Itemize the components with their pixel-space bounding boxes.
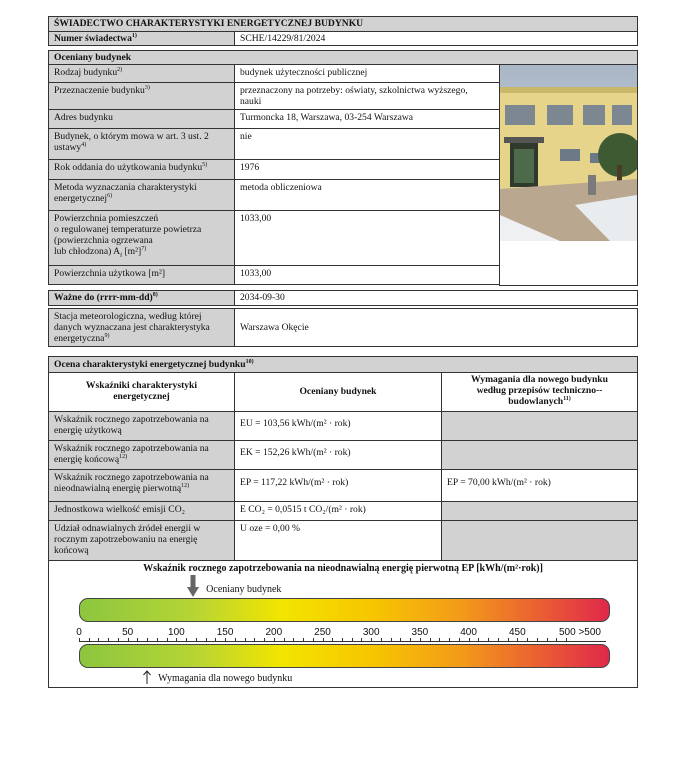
row-value-address: Turmoncka 18, Warszawa, 03-254 Warszawa	[234, 109, 500, 129]
ep-scale-bar-top	[79, 598, 610, 622]
cert-number-value: SCHE/14229/81/2024	[234, 31, 638, 46]
indicator-req-ek	[441, 440, 638, 470]
row-label-heated-area: Powierzchnia pomieszczeń o regulowanej temperaturze powietrza (powierzchnia ogrzewana lub chłodzona) $A_f$ $[m^2]^{7)}$	[48, 210, 235, 266]
scale-tick-label: 50	[122, 627, 134, 638]
scale-tick-label: 0	[76, 627, 82, 638]
ep-scale-bar-bottom	[79, 644, 610, 668]
col-header-indicators: Wskaźniki charakterystyki energetycznej	[48, 372, 235, 412]
indicator-value-ep: EP = 117,22 kWh/(m² · rok)	[234, 469, 442, 502]
indicator-label-ep: Wskaźnik rocznego zapotrzebowania na nieodnawialną energię pierwotną$^{12)}$	[48, 469, 235, 502]
indicator-value-co2: E CO₂ = 0,0515 t CO₂/(m² · rok)	[234, 501, 442, 521]
scale-tick-label: 100	[168, 627, 185, 638]
indicator-req-ep: EP = 70,00 kWh/(m² · rok)	[441, 469, 638, 502]
weather-station-label: Stacja meteorologiczna, według której danych wyznaczana jest charakterystyka energetyczna$^{9)}$	[48, 308, 235, 347]
scale-tick-label: 350	[411, 627, 429, 638]
row-label-address: Adres budynku	[48, 109, 235, 129]
building-photo	[500, 65, 637, 241]
cert-number-label: Numer świadectwa$^{1)}$	[48, 31, 235, 46]
document-title: ŚWIADECTWO CHARAKTERYSTYKI ENERGETYCZNEJ BUDYNKU	[48, 16, 638, 32]
indicator-req-co2	[441, 501, 638, 521]
indicator-label-ek: Wskaźnik rocznego zapotrzebowania na energię końcową$^{12)}$	[48, 440, 235, 470]
row-value-purpose: przeznaczony na potrzeby: oświaty, szkolnictwa wyższego, nauki	[234, 82, 500, 110]
row-value-year: 1976	[234, 159, 500, 180]
indicator-label-eu: Wskaźnik rocznego zapotrzebowania na energię użytkową	[48, 411, 235, 441]
indicator-req-eu	[441, 411, 638, 441]
scale-tick-label: 250	[314, 627, 331, 638]
scale-tick-label: 300	[362, 627, 380, 638]
required-arrow-icon	[142, 670, 152, 684]
row-label-building-type: Rodzaj budynku$^{2)}$	[48, 64, 235, 83]
indicator-req-oze	[441, 520, 638, 561]
row-label-art3: Budynek, o którym mowa w art. 3 ust. 2 ustawy$^{4)}$	[48, 128, 235, 160]
col-header-building: Oceniany budynek	[234, 372, 442, 412]
assessed-building-arrow-icon	[187, 575, 199, 597]
valid-until-value: 2034-09-30	[234, 290, 638, 306]
row-label-usable-area: Powierzchnia użytkowa [m²]	[48, 265, 235, 285]
building-photo-cell	[499, 64, 638, 286]
scale-tick-label: 150	[216, 627, 234, 638]
row-value-usable-area: 1033,00	[234, 265, 500, 285]
scale-tick-label: 450	[508, 627, 526, 638]
row-value-heated-area: 1033,00	[234, 210, 500, 266]
row-value-art3: nie	[234, 128, 500, 160]
indicator-label-co2: Jednostkowa wielkość emisji CO₂	[48, 501, 235, 521]
scale-axis-line	[79, 641, 606, 642]
scale-tick-label: 500 >500	[559, 627, 601, 638]
section-building-header: Oceniany budynek	[48, 50, 638, 65]
row-value-building-type: budynek użyteczności publicznej	[234, 64, 500, 83]
row-label-year: Rok oddania do użytkowania budynku$^{5)}$	[48, 159, 235, 180]
scale-tick-label: 200	[265, 627, 283, 638]
col-header-requirements: Wymagania dla nowego budynku według przepisów techniczno--budowlanych$^{11)}$	[441, 372, 638, 412]
row-label-purpose: Przeznaczenie budynku$^{3)}$	[48, 82, 235, 110]
indicator-value-oze: U oze = 0,00 %	[234, 520, 442, 561]
ep-scale-panel	[48, 560, 638, 688]
ep-scale-title: Wskaźnik rocznego zapotrzebowania na nieodnawialną energię pierwotną EP [kWh/(m²·rok)]	[143, 563, 543, 574]
required-label: Wymagania dla nowego budynku	[158, 673, 293, 684]
valid-until-label: Ważne do (rrrr-mm-dd)$^{8)}$	[48, 290, 235, 306]
row-label-method: Metoda wyznaczania charakterystyki energetycznej$^{6)}$	[48, 179, 235, 211]
indicator-label-oze: Udział odnawialnych źródeł energii w rocznym zapotrzebowaniu na energię końcową	[48, 520, 235, 561]
indicator-value-ek: EK = 152,26 kWh/(m² · rok)	[234, 440, 442, 470]
scale-tick-label: 400	[460, 627, 477, 638]
indicator-value-eu: EU = 103,56 kWh/(m² · rok)	[234, 411, 442, 441]
row-value-method: metoda obliczeniowa	[234, 179, 500, 211]
assessed-building-label: Oceniany budynek	[206, 584, 282, 595]
weather-station-value: Warszawa Okęcie	[234, 308, 638, 347]
section-rating-header: Ocena charakterystyki energetycznej budynku$^{10)}$	[48, 356, 638, 373]
